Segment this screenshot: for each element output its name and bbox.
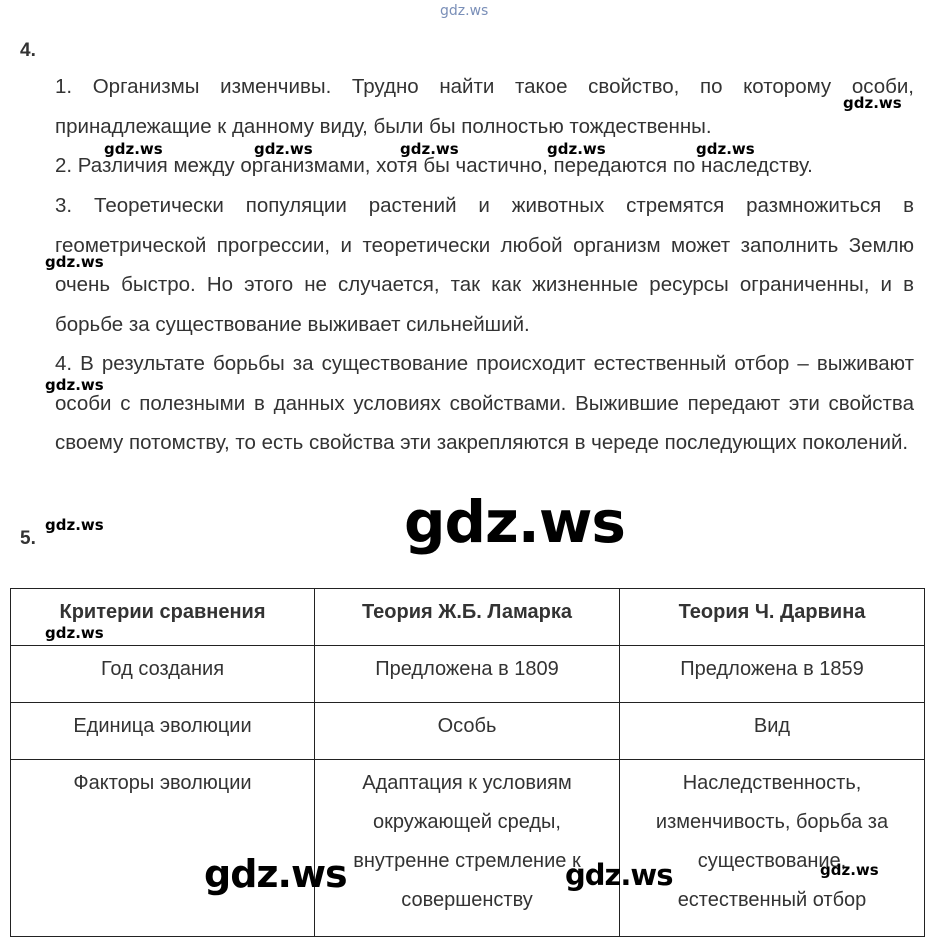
watermark: gdz.ws xyxy=(547,140,606,158)
table-row xyxy=(11,760,925,937)
watermark-large: gdz.ws xyxy=(404,488,625,556)
table-cell: Наследственность, изменчивость, борьба за существование, естественный отбор xyxy=(620,760,925,937)
watermark-large: gdz.ws xyxy=(204,852,347,896)
table-header-cell: Теория Ж.Б. Ламарка xyxy=(315,589,620,646)
comparison-table xyxy=(10,588,925,937)
section-5-number: 5. xyxy=(20,528,36,549)
table-cell: Факторы эволюции xyxy=(11,760,315,937)
table-cell: Особь xyxy=(315,703,620,760)
watermark: gdz.ws xyxy=(104,140,163,158)
section-4-point-2: 2. Различия между организмами, хотя бы частично, передаются по наследству. xyxy=(55,154,813,177)
watermark: gdz.ws xyxy=(254,140,313,158)
watermark: gdz.ws xyxy=(843,94,902,112)
section-4-point-3: 3. Теоретически популяции растений и животных стремятся размножиться в геометрической прогрессии, и теоретически любой организм может заполнить Землю очень быстро. Но этого не случается, так как жизненные ресурсы ограниченны, и в борьбе за существование выживает сильнейший. xyxy=(55,194,914,336)
watermark: gdz.ws xyxy=(45,516,104,534)
watermark: gdz.ws xyxy=(45,624,104,642)
table-header-cell: Теория Ч. Дарвина xyxy=(620,589,925,646)
table-cell: Предложена в 1859 xyxy=(620,646,925,703)
watermark: gdz.ws xyxy=(696,140,755,158)
watermark: gdz.ws xyxy=(440,3,489,19)
watermark-large: gdz.ws xyxy=(565,858,673,892)
table-cell: Адаптация к условиям окружающей среды, внутренне стремление к совершенству xyxy=(315,760,620,937)
section-4-point-4: 4. В результате борьбы за существование происходит естественный отбор – выживают особи с полезными в данных условиях свойствами. Выжившие передают эти свойства своему потомству, то есть свойства эти закрепляются в череде последующих поколений. xyxy=(55,352,914,454)
table-header-cell: Критерии сравнения xyxy=(11,589,315,646)
watermark: gdz.ws xyxy=(820,861,879,879)
watermark: gdz.ws xyxy=(45,253,104,271)
section-4-number: 4. xyxy=(20,40,36,61)
table-cell: Предложена в 1809 xyxy=(315,646,620,703)
table-cell: Год создания xyxy=(11,646,315,703)
table-cell: Единица эволюции xyxy=(11,703,315,760)
table-cell: Вид xyxy=(620,703,925,760)
watermark: gdz.ws xyxy=(45,376,104,394)
watermark: gdz.ws xyxy=(400,140,459,158)
section-4-point-1: 1. Организмы изменчивы. Трудно найти такое свойство, по которому особи, принадлежащие к данному виду, были бы полностью тождественны. xyxy=(55,75,914,138)
table-header-row xyxy=(11,589,925,646)
table-row xyxy=(11,703,925,760)
table-row xyxy=(11,646,925,703)
